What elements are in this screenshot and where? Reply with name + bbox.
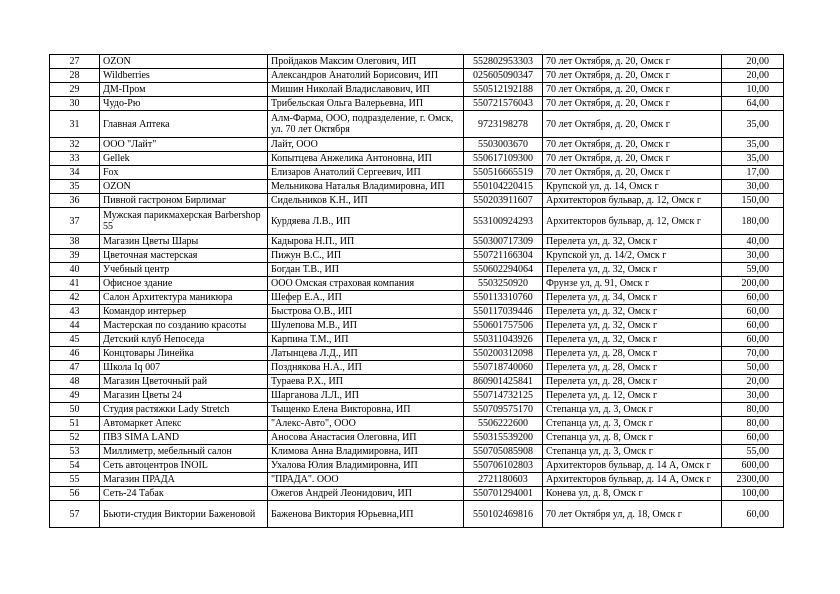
table-row <box>50 291 784 305</box>
address: Перелета ул, д. 32, Омск г <box>543 319 722 333</box>
address: Перелета ул, д. 34, Омск г <box>543 291 722 305</box>
row-number: 43 <box>50 305 100 319</box>
address: 70 лет Октября ул, д. 18, Омск г <box>543 501 722 528</box>
inn-number: 550300717309 <box>464 235 543 249</box>
row-number: 44 <box>50 319 100 333</box>
area-value: 20,00 <box>722 69 784 83</box>
organization-name: Fox <box>100 166 268 180</box>
organization-name: Пивной гастроном Бирлимаг <box>100 194 268 208</box>
owner-name: Карпина Т.М., ИП <box>268 333 464 347</box>
organization-name: Мастерская по созданию красоты <box>100 319 268 333</box>
row-number: 57 <box>50 501 100 528</box>
inn-number: 550315539200 <box>464 431 543 445</box>
row-number: 31 <box>50 111 100 138</box>
owner-name: Сидельников К.Н., ИП <box>268 194 464 208</box>
row-number: 39 <box>50 249 100 263</box>
organization-name: Магазин Цветы 24 <box>100 389 268 403</box>
organization-name: Магазин Цветочный рай <box>100 375 268 389</box>
tenant-table-body <box>50 55 784 528</box>
address: Перелета ул, д. 32, Омск г <box>543 305 722 319</box>
area-value: 150,00 <box>722 194 784 208</box>
row-number: 42 <box>50 291 100 305</box>
owner-name: Елизаров Анатолий Сергеевич, ИП <box>268 166 464 180</box>
address: 70 лет Октября, д. 20, Омск г <box>543 111 722 138</box>
address: Степанца ул, д. 3, Омск г <box>543 403 722 417</box>
inn-number: 550102469816 <box>464 501 543 528</box>
inn-number: 5503250920 <box>464 277 543 291</box>
table-row <box>50 403 784 417</box>
table-row <box>50 417 784 431</box>
address: 70 лет Октября, д. 20, Омск г <box>543 138 722 152</box>
table-row <box>50 333 784 347</box>
table-row <box>50 97 784 111</box>
table-row <box>50 152 784 166</box>
owner-name: Тураева Р.Х., ИП <box>268 375 464 389</box>
row-number: 36 <box>50 194 100 208</box>
address: Перелета ул, д. 32, Омск г <box>543 333 722 347</box>
owner-name: Шарганова Л.Л., ИП <box>268 389 464 403</box>
owner-name: Александров Анатолий Борисович, ИП <box>268 69 464 83</box>
address: Степанца ул, д. 8, Омск г <box>543 431 722 445</box>
inn-number: 9723198278 <box>464 111 543 138</box>
area-value: 50,00 <box>722 361 784 375</box>
owner-name: Ухалова Юлия Владимировна, ИП <box>268 459 464 473</box>
row-number: 28 <box>50 69 100 83</box>
inn-number: 550113310760 <box>464 291 543 305</box>
address: Перелета ул, д. 28, Омск г <box>543 347 722 361</box>
inn-number: 550705085908 <box>464 445 543 459</box>
table-row <box>50 347 784 361</box>
address: Степанца ул, д. 3, Омск г <box>543 445 722 459</box>
owner-name: Климова Анна Владимировна, ИП <box>268 445 464 459</box>
organization-name: Автомаркет Апекс <box>100 417 268 431</box>
area-value: 40,00 <box>722 235 784 249</box>
inn-number: 550601757506 <box>464 319 543 333</box>
row-number: 34 <box>50 166 100 180</box>
table-row <box>50 361 784 375</box>
owner-name: Латынцева Л.Д., ИП <box>268 347 464 361</box>
address: Архитекторов бульвар, д. 12, Омск г <box>543 194 722 208</box>
organization-name: Цветочная мастерская <box>100 249 268 263</box>
address: 70 лет Октября, д. 20, Омск г <box>543 166 722 180</box>
address: Архитекторов бульвар, д. 14 А, Омск г <box>543 459 722 473</box>
inn-number: 550104220415 <box>464 180 543 194</box>
inn-number: 552802953303 <box>464 55 543 69</box>
row-number: 45 <box>50 333 100 347</box>
table-row <box>50 138 784 152</box>
table-row <box>50 319 784 333</box>
owner-name: Мельникова Наталья Владимировна, ИП <box>268 180 464 194</box>
owner-name: Кадырова Н.П., ИП <box>268 235 464 249</box>
row-number: 29 <box>50 83 100 97</box>
row-number: 55 <box>50 473 100 487</box>
address: Фрунзе ул, д. 91, Омск г <box>543 277 722 291</box>
area-value: 30,00 <box>722 249 784 263</box>
inn-number: 550203911607 <box>464 194 543 208</box>
area-value: 180,00 <box>722 208 784 235</box>
owner-name: Быстрова О.В., ИП <box>268 305 464 319</box>
area-value: 70,00 <box>722 347 784 361</box>
organization-name: ПВЗ SIMA LAND <box>100 431 268 445</box>
inn-number: 860901425841 <box>464 375 543 389</box>
area-value: 30,00 <box>722 389 784 403</box>
address: Перелета ул, д. 28, Омск г <box>543 361 722 375</box>
inn-number: 550516665519 <box>464 166 543 180</box>
area-value: 200,00 <box>722 277 784 291</box>
owner-name: Шефер Е.А., ИП <box>268 291 464 305</box>
row-number: 32 <box>50 138 100 152</box>
area-value: 20,00 <box>722 55 784 69</box>
row-number: 54 <box>50 459 100 473</box>
table-row <box>50 305 784 319</box>
area-value: 64,00 <box>722 97 784 111</box>
organization-name: Детский клуб Непоседа <box>100 333 268 347</box>
owner-name: Позднякова Н.А., ИП <box>268 361 464 375</box>
organization-name: Учебный центр <box>100 263 268 277</box>
area-value: 600,00 <box>722 459 784 473</box>
inn-number: 2721180603 <box>464 473 543 487</box>
organization-name: Gellek <box>100 152 268 166</box>
area-value: 20,00 <box>722 375 784 389</box>
area-value: 35,00 <box>722 152 784 166</box>
address: 70 лет Октября, д. 20, Омск г <box>543 83 722 97</box>
table-row <box>50 69 784 83</box>
table-row <box>50 445 784 459</box>
inn-number: 025605090347 <box>464 69 543 83</box>
inn-number: 550718740060 <box>464 361 543 375</box>
owner-name: Пижун В.С., ИП <box>268 249 464 263</box>
address: 70 лет Октября, д. 20, Омск г <box>543 152 722 166</box>
table-row <box>50 180 784 194</box>
table-row <box>50 431 784 445</box>
organization-name: Wildberries <box>100 69 268 83</box>
address: 70 лет Октября, д. 20, Омск г <box>543 55 722 69</box>
owner-name: Копытцева Анжелика Антоновна, ИП <box>268 152 464 166</box>
owner-name: Алм-Фарма, ООО, подразделение, г. Омск, ул. 70 лет Октября <box>268 111 464 138</box>
area-value: 60,00 <box>722 501 784 528</box>
row-number: 47 <box>50 361 100 375</box>
organization-name: Главная Аптека <box>100 111 268 138</box>
inn-number: 550706102803 <box>464 459 543 473</box>
area-value: 55,00 <box>722 445 784 459</box>
owner-name: "ПРАДА". ООО <box>268 473 464 487</box>
owner-name: Шулепова М.В., ИП <box>268 319 464 333</box>
area-value: 60,00 <box>722 333 784 347</box>
inn-number: 550721166304 <box>464 249 543 263</box>
organization-name: Магазин ПРАДА <box>100 473 268 487</box>
table-row <box>50 459 784 473</box>
area-value: 17,00 <box>722 166 784 180</box>
table-row <box>50 166 784 180</box>
organization-name: OZON <box>100 55 268 69</box>
table-row <box>50 83 784 97</box>
organization-name: Миллиметр, мебельный салон <box>100 445 268 459</box>
table-row <box>50 501 784 528</box>
address: Степанца ул, д. 3, Омск г <box>543 417 722 431</box>
address: Перелета ул, д. 32, Омск г <box>543 235 722 249</box>
inn-number: 5503003670 <box>464 138 543 152</box>
organization-name: ДМ-Пром <box>100 83 268 97</box>
organization-name: Мужская парикмахерская Barbershop 55 <box>100 208 268 235</box>
address: Перелета ул, д. 12, Омск г <box>543 389 722 403</box>
table-row <box>50 389 784 403</box>
inn-number: 550117039446 <box>464 305 543 319</box>
row-number: 37 <box>50 208 100 235</box>
owner-name: "Алекс-Авто", ООО <box>268 417 464 431</box>
inn-number: 550200312098 <box>464 347 543 361</box>
row-number: 50 <box>50 403 100 417</box>
row-number: 49 <box>50 389 100 403</box>
area-value: 80,00 <box>722 403 784 417</box>
inn-number: 550617109300 <box>464 152 543 166</box>
row-number: 56 <box>50 487 100 501</box>
owner-name: Пройдаков Максим Олегович, ИП <box>268 55 464 69</box>
area-value: 100,00 <box>722 487 784 501</box>
address: Перелета ул, д. 28, Омск г <box>543 375 722 389</box>
row-number: 30 <box>50 97 100 111</box>
organization-name: ООО "Лайт" <box>100 138 268 152</box>
owner-name: ООО Омская страховая компания <box>268 277 464 291</box>
owner-name: Курдяева Л.В., ИП <box>268 208 464 235</box>
organization-name: Бьюти-студия Виктории Баженовой <box>100 501 268 528</box>
tenant-table <box>49 54 784 528</box>
area-value: 35,00 <box>722 111 784 138</box>
owner-name: Богдан Т.В., ИП <box>268 263 464 277</box>
area-value: 60,00 <box>722 305 784 319</box>
row-number: 48 <box>50 375 100 389</box>
inn-number: 550512192188 <box>464 83 543 97</box>
inn-number: 550602294064 <box>464 263 543 277</box>
row-number: 53 <box>50 445 100 459</box>
area-value: 35,00 <box>722 138 784 152</box>
area-value: 80,00 <box>722 417 784 431</box>
area-value: 60,00 <box>722 291 784 305</box>
organization-name: Сеть-24 Табак <box>100 487 268 501</box>
organization-name: Студия растяжки Lady Stretch <box>100 403 268 417</box>
row-number: 33 <box>50 152 100 166</box>
area-value: 30,00 <box>722 180 784 194</box>
address: Крупской ул, д. 14/2, Омск г <box>543 249 722 263</box>
table-row <box>50 249 784 263</box>
row-number: 41 <box>50 277 100 291</box>
owner-name: Лайт, ООО <box>268 138 464 152</box>
table-row <box>50 487 784 501</box>
address: Перелета ул, д. 32, Омск г <box>543 263 722 277</box>
owner-name: Трибельская Ольга Валерьевна, ИП <box>268 97 464 111</box>
organization-name: Сеть автоцентров INOIL <box>100 459 268 473</box>
organization-name: Концтовары Линейка <box>100 347 268 361</box>
row-number: 27 <box>50 55 100 69</box>
inn-number: 550701294001 <box>464 487 543 501</box>
area-value: 10,00 <box>722 83 784 97</box>
table-row <box>50 277 784 291</box>
area-value: 60,00 <box>722 431 784 445</box>
table-row <box>50 375 784 389</box>
inn-number: 553100924293 <box>464 208 543 235</box>
area-value: 59,00 <box>722 263 784 277</box>
area-value: 2300,00 <box>722 473 784 487</box>
row-number: 52 <box>50 431 100 445</box>
organization-name: Чудо-Рю <box>100 97 268 111</box>
address: Крупской ул, д. 14, Омск г <box>543 180 722 194</box>
row-number: 38 <box>50 235 100 249</box>
table-row <box>50 55 784 69</box>
owner-name: Баженова Виктория Юрьевна,ИП <box>268 501 464 528</box>
row-number: 51 <box>50 417 100 431</box>
table-row <box>50 208 784 235</box>
row-number: 46 <box>50 347 100 361</box>
row-number: 40 <box>50 263 100 277</box>
address: Конева ул, д. 8, Омск г <box>543 487 722 501</box>
address: 70 лет Октября, д. 20, Омск г <box>543 97 722 111</box>
organization-name: Салон Архитектура маникюра <box>100 291 268 305</box>
row-number: 35 <box>50 180 100 194</box>
table-row <box>50 111 784 138</box>
owner-name: Мишин Николай Владиславович, ИП <box>268 83 464 97</box>
address: 70 лет Октября, д. 20, Омск г <box>543 69 722 83</box>
address: Архитекторов бульвар, д. 14 А, Омск г <box>543 473 722 487</box>
area-value: 60,00 <box>722 319 784 333</box>
organization-name: Командор интерьер <box>100 305 268 319</box>
owner-name: Ожегов Андрей Леонидович, ИП <box>268 487 464 501</box>
table-row <box>50 263 784 277</box>
address: Архитекторов бульвар, д. 12, Омск г <box>543 208 722 235</box>
inn-number: 550311043926 <box>464 333 543 347</box>
table-row <box>50 473 784 487</box>
organization-name: OZON <box>100 180 268 194</box>
inn-number: 5506222600 <box>464 417 543 431</box>
table-row <box>50 194 784 208</box>
owner-name: Аносова Анастасия Олеговна, ИП <box>268 431 464 445</box>
inn-number: 550709575170 <box>464 403 543 417</box>
inn-number: 550714732125 <box>464 389 543 403</box>
table-row <box>50 235 784 249</box>
organization-name: Магазин Цветы Шары <box>100 235 268 249</box>
organization-name: Школа Iq 007 <box>100 361 268 375</box>
owner-name: Тыщенко Елена Викторовна, ИП <box>268 403 464 417</box>
organization-name: Офисное здание <box>100 277 268 291</box>
inn-number: 550721576043 <box>464 97 543 111</box>
